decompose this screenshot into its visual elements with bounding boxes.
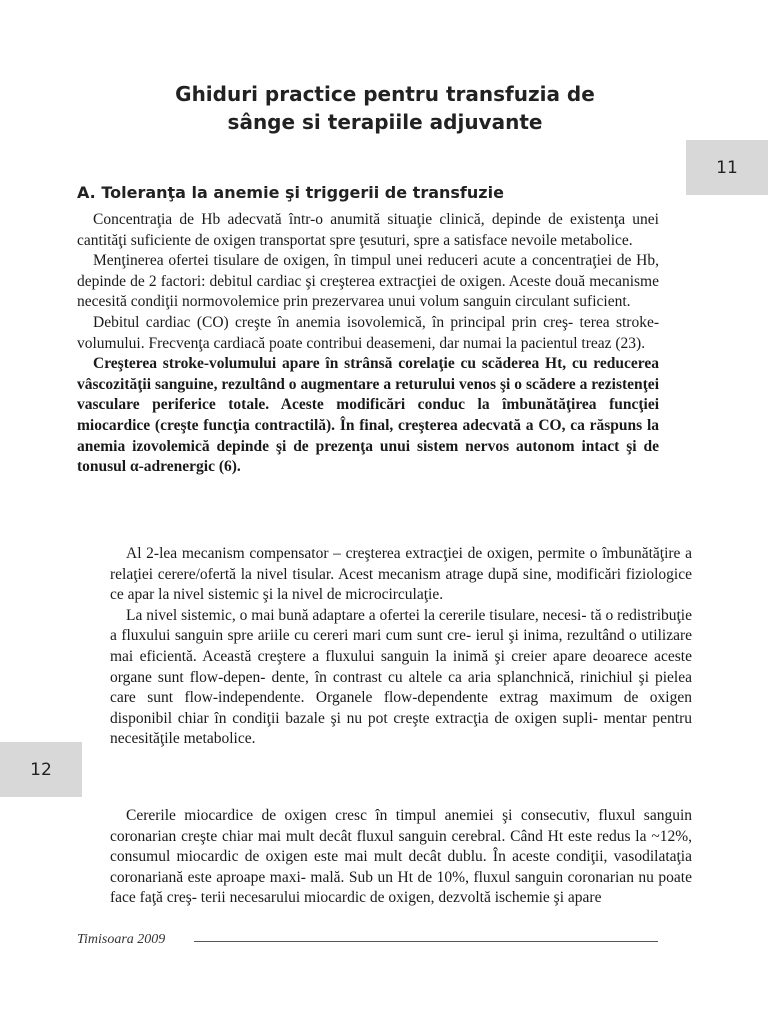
paragraph-4-bold: Creşterea stroke-volumului apare în strânsă corelaţie cu scăderea Ht, cu reducerea vâscozităţii sanguine, rezultând o augmentare a returului venos şi o scădere a rezistenţei vasculare periferice totale. Aceste modificări conduc la îmbunătăţirea funcţiei miocardice (creşte funcţia contractilă). În final, creşterea adecvată a CO, ca răspuns la anemia izovolemică depinde şi de prezenţa unui sistem nervos autonom intact şi de tonusul α-adrenergic (6).: [77, 355, 659, 476]
paragraph-3: Debitul cardiac (CO) creşte în anemia isovolemică, în principal prin creş- terea stroke-volumului. Frecvenţa cardiacă poate contribui deasemeni, dar numai la pacientul treaz (23).: [77, 313, 659, 352]
paragraph-1: Concentraţia de Hb adecvată într-o anumită situaţie clinică, depinde de existenţa unei cantităţi suficiente de oxigen transportat spre ţesuturi, spre a satisface nevoile metabolice.: [77, 211, 659, 249]
section-heading: A. Toleranţa la anemie şi triggerii de transfuzie: [77, 183, 504, 202]
page-number-tab-right: [686, 140, 768, 195]
text-block-indented: [110, 544, 692, 750]
text-block-lower: [110, 806, 692, 909]
text-block-upper: [77, 210, 659, 478]
title-line-2: sânge si terapiile adjuvante: [227, 110, 543, 134]
page-number-tab-left: [0, 742, 82, 797]
paragraph-7: Cererile miocardice de oxigen cresc în timpul anemiei şi consecutiv, fluxul sanguin coronarian creşte chiar mai mult decât fluxul sanguin cerebral. Când Ht este redus la ~12%, consumul miocardic de oxigen este mai mult decât dublu. În aceste condiţii, vasodilataţia coronariană este aproape maxi- mală. Sub un Ht de 10%, fluxul sanguin coronarian nu poate face faţă creş- terii necesarului miocardic de oxigen, dezvoltă ischemie şi apare: [110, 807, 692, 907]
page-number-left: 12: [30, 759, 52, 780]
page-number-right: 11: [716, 157, 738, 178]
paragraph-5: Al 2-lea mecanism compensator – creşterea extracţiei de oxigen, permite o îmbunătăţire a relaţiei cerere/ofertă la nivel tisular. Acest mecanism atrage după sine, modificări fiziologice ce apar la nivel sistemic şi la nivel de microcirculaţie.: [110, 545, 692, 604]
footer-text: Timisoara 2009: [77, 932, 166, 947]
title-line-1: Ghiduri practice pentru transfuzia de: [175, 82, 595, 106]
paragraph-2: Menţinerea ofertei tisulare de oxigen, în timpul unei reduceri acute a concentraţiei de Hb, depinde de 2 factori: debitul cardiac şi creşterea extracţiei de oxigen. Aceste două mecanisme necesită condiţii normovolemice prin prezervarea unui volum sanguin circulant suficient.: [77, 252, 659, 311]
page-title: [100, 80, 670, 136]
paragraph-6: La nivel sistemic, o mai bună adaptare a ofertei la cererile tisulare, necesi- tă o redistribuţie a fluxului sanguin spre ariile cu cereri mari cum sunt cre- ierul şi inima, rezultând o utilizare mai eficientă. Această creştere a fluxului sanguin la inimă şi creier apare deoarece aceste organe sunt flow-depen- dente, în contrast cu altele ca aria splanchnică, rinichiul şi pielea care sunt flow-independente. Organele flow-dependente extrag maximum de oxigen disponibil chiar în condiţii bazale şi nu pot creşte extracţia de oxigen supli- mentar pentru necesităţile metabolice.: [110, 606, 692, 748]
footer-rule: [194, 941, 658, 942]
